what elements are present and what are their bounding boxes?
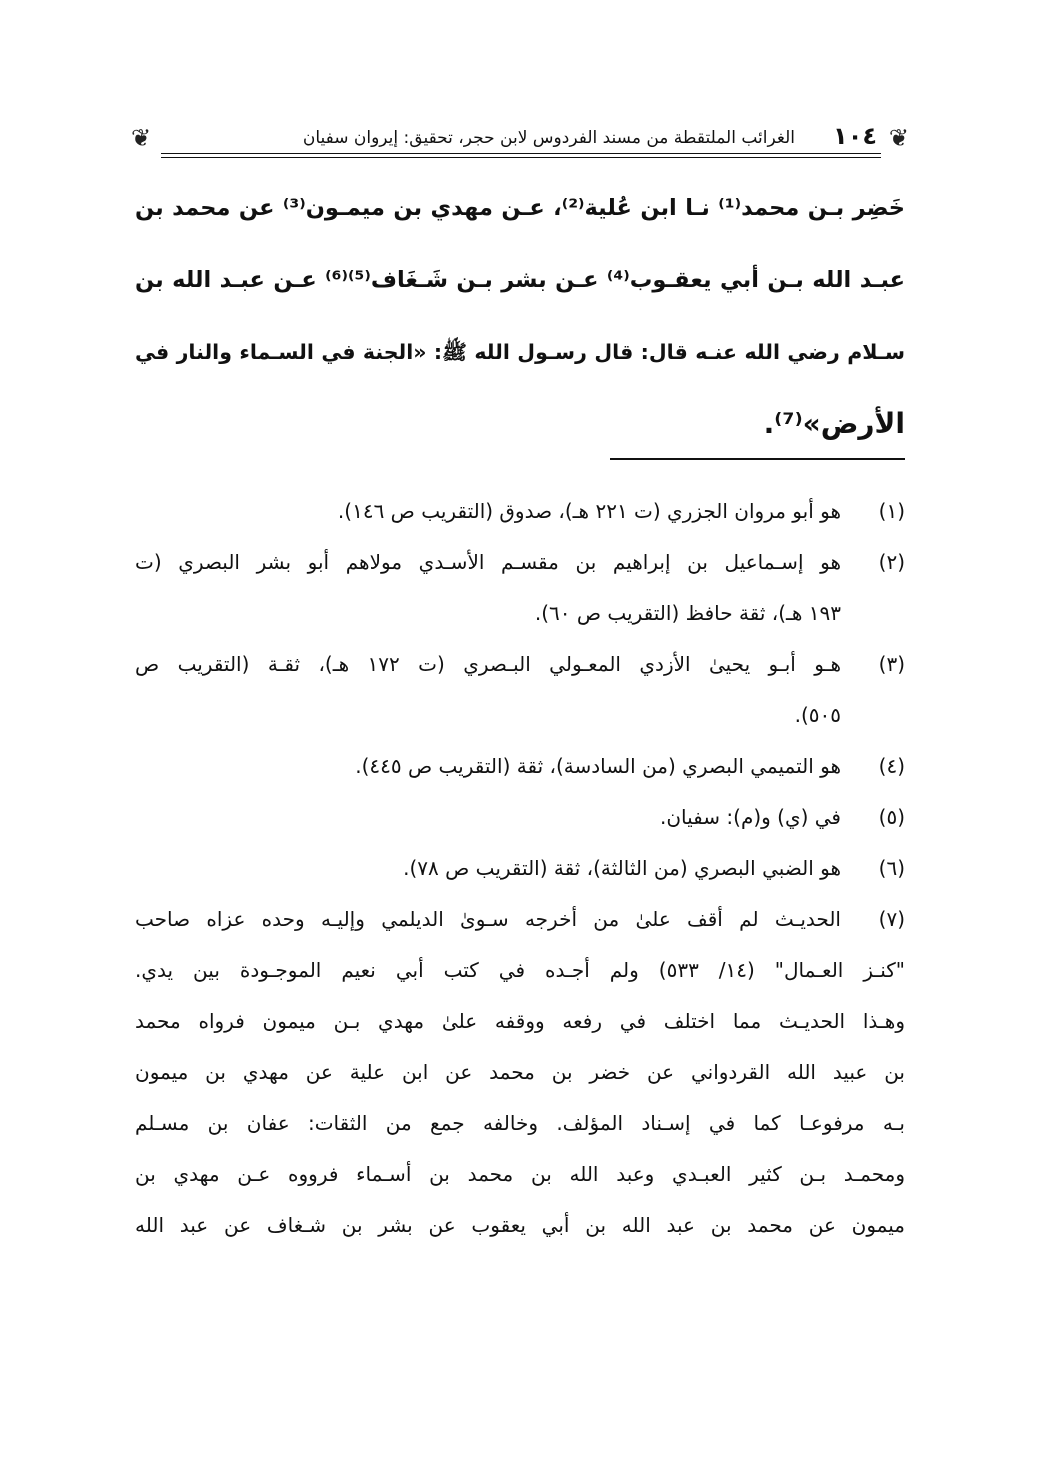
- main-text-line: عبـد الله بـن أبي يعقـوب⁽⁴⁾ عـن بشر بـن شَـغَاف⁽⁵⁾⁽⁶⁾ عـن عبـد الله بن: [135, 267, 906, 293]
- footnotes-block: [135, 486, 905, 1251]
- main-text-block: [135, 172, 905, 460]
- footnote-line: هو الضبي البصري (من الثالثة)، ثقة (التقريب ص ٧٨).: [403, 856, 841, 880]
- footnote-line: الحديـث لم أقف علىٰ من أخرجه سـوىٰ الديلمي وإليـه وحده عزاه صاحب: [135, 907, 841, 931]
- footnote-number: (٣): [878, 652, 905, 676]
- footnote-number: (٢): [878, 550, 905, 574]
- header-rule-secondary: [161, 157, 881, 158]
- footnote-number: (٦): [878, 856, 905, 880]
- footnote-5: [135, 792, 905, 843]
- header-ornament-left-icon: ❦: [131, 124, 152, 152]
- footnote-line: وهـذا الحديـث مما اختلف في رفعه ووقفه علىٰ مهدي بـن ميمون فرواه محمد: [135, 1009, 905, 1033]
- header-ornament-right-icon: ❦: [888, 124, 909, 152]
- running-title: الغرائب الملتقطة من مسند الفردوس لابن حجر، تحقيق: إيروان سفيان: [302, 128, 795, 148]
- footnote-3: [135, 639, 905, 741]
- footnote-number: (٥): [878, 805, 905, 829]
- footnote-4: [135, 741, 905, 792]
- footnote-line: ومحمـد بـن كثير العبـدي وعبد الله بن محمد بن أسـماء فرووه عـن مهدي بن: [135, 1162, 905, 1186]
- footnote-6: [135, 843, 905, 894]
- footnote-separator: [610, 458, 905, 460]
- footnote-line: هـو أبـو يحيىٰ الأزدي المعـولي البـصري (ت ١٧٢ هـ)، ثقـة (التقريب ص: [135, 652, 841, 676]
- footnote-1: [135, 486, 905, 537]
- page-number: ١٠٤: [833, 122, 877, 150]
- footnote-line: هو التميمي البصري (من السادسة)، ثقة (التقريب ص ٤٤٥).: [355, 754, 841, 778]
- footnote-line: ميمون عن محمد بن عبد الله بن أبي يعقوب عن بشر بن شـغاف عن عبد الله: [135, 1213, 905, 1237]
- footnote-line: هو إسـماعيل بن إبراهيم بن مقسـم الأسـدي مولاهم أبو بشر البصري (ت: [135, 550, 841, 574]
- footnote-number: (٧): [878, 907, 905, 931]
- main-text-line: الأرض»⁽⁷⁾.: [763, 407, 905, 440]
- footnote-2: [135, 537, 905, 639]
- footnote-line: هو أبو مروان الجزري (ت ٢٢١ هـ)، صدوق (التقريب ص ١٤٦).: [337, 499, 841, 523]
- main-text-line: خَضِر بـن محمد⁽¹⁾ نـا ابن عُلية⁽²⁾، عـن مهدي بن ميمـون⁽³⁾ عن محمد بن: [135, 195, 905, 221]
- footnote-line: ٥٠٥).: [794, 703, 841, 727]
- footnote-line: بـه مرفوعـا كما في إسـناد المؤلف. وخالفه جمع من الثقات: عفان بن مسـلم: [135, 1111, 905, 1135]
- header-rule: [161, 153, 881, 154]
- running-header: [131, 112, 909, 156]
- footnote-7: [135, 894, 905, 1251]
- footnote-line: "كنـز العـمال" (١٤/ ٥٣٣) ولم أجـده في كتب أبي نعيم الموجـودة بين يدي.: [135, 958, 905, 982]
- main-text-line: سـلام رضي الله عنـه قال: قال رسـول الله ﷺ: «الجنة في السـماء والنار في: [135, 340, 905, 364]
- footnote-line: ١٩٣ هـ)، ثقة حافظ (التقريب ص ٦٠).: [534, 601, 841, 625]
- footnote-number: (٤): [878, 754, 905, 778]
- footnote-line: في (ي) و(م): سفيان.: [660, 805, 841, 829]
- footnote-number: (١): [878, 499, 905, 523]
- footnote-line: بن عبيد الله القردواني عن خضر بن محمد عن ابن علية عن مهدي بن ميمون: [135, 1060, 905, 1084]
